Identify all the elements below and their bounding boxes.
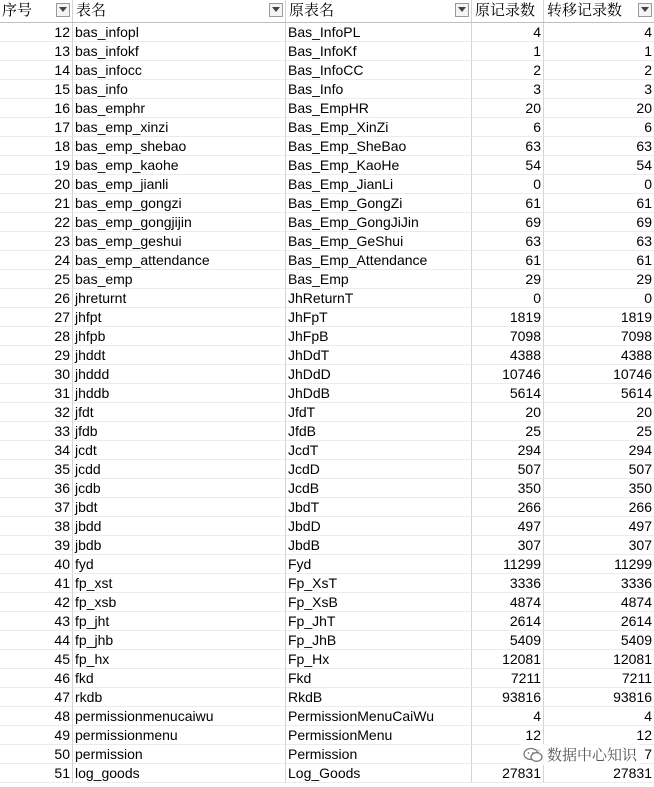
cell-source-table[interactable]: Fp_JhB — [286, 631, 472, 650]
cell-source-table[interactable]: JhDdD — [286, 365, 472, 384]
cell-source-count[interactable]: 4388 — [472, 346, 544, 365]
cell-source-count[interactable]: 3 — [472, 80, 544, 99]
table-row — [0, 270, 654, 289]
table-row — [0, 99, 654, 118]
cell-transfer-count[interactable]: 350 — [544, 479, 654, 498]
cell-source-count[interactable]: 3336 — [472, 574, 544, 593]
cell-table-name[interactable]: bas_infokf — [73, 42, 286, 61]
watermark — [520, 744, 640, 765]
cell-transfer-count[interactable]: 2614 — [544, 612, 654, 631]
table-row — [0, 422, 654, 441]
cell-table-name[interactable]: jbdd — [73, 517, 286, 536]
cell-source-table[interactable]: Bas_InfoKf — [286, 42, 472, 61]
cell-source-table[interactable]: Bas_Emp_GeShui — [286, 232, 472, 251]
cell-transfer-count[interactable]: 27831 — [544, 764, 654, 783]
cell-index[interactable]: 32 — [0, 403, 73, 422]
cell-source-count[interactable]: 69 — [472, 213, 544, 232]
table-row — [0, 574, 654, 593]
dropdown-arrow-icon — [458, 7, 466, 13]
cell-source-count[interactable]: 93816 — [472, 688, 544, 707]
cell-index[interactable]: 41 — [0, 574, 73, 593]
table-row — [0, 194, 654, 213]
cell-transfer-count[interactable]: 12 — [544, 726, 654, 745]
header-label: 原表名 — [289, 2, 335, 19]
cell-index[interactable]: 47 — [0, 688, 73, 707]
table-row — [0, 555, 654, 574]
header-cell-source-count — [472, 0, 544, 22]
cell-transfer-count[interactable]: 4874 — [544, 593, 654, 612]
cell-index[interactable]: 27 — [0, 308, 73, 327]
table-row — [0, 403, 654, 422]
cell-source-count[interactable]: 20 — [472, 403, 544, 422]
cell-transfer-count[interactable]: 4388 — [544, 346, 654, 365]
cell-table-name[interactable]: fyd — [73, 555, 286, 574]
cell-source-count[interactable]: 0 — [472, 289, 544, 308]
cell-transfer-count[interactable]: 63 — [544, 137, 654, 156]
cell-index[interactable]: 12 — [0, 23, 73, 42]
cell-source-table[interactable]: Bas_Emp_GongJiJin — [286, 213, 472, 232]
cell-transfer-count[interactable]: 1819 — [544, 308, 654, 327]
cell-table-name[interactable]: jbdt — [73, 498, 286, 517]
cell-index[interactable]: 34 — [0, 441, 73, 460]
cell-source-table[interactable]: JhDdT — [286, 346, 472, 365]
cell-index[interactable]: 26 — [0, 289, 73, 308]
table-row — [0, 688, 654, 707]
header-label: 原记录数 — [475, 2, 536, 19]
cell-source-count[interactable]: 507 — [472, 460, 544, 479]
cell-source-count[interactable]: 266 — [472, 498, 544, 517]
cell-index[interactable]: 31 — [0, 384, 73, 403]
cell-source-count[interactable]: 12 — [472, 726, 544, 745]
cell-table-name[interactable]: jcdb — [73, 479, 286, 498]
cell-source-table[interactable]: Bas_InfoCC — [286, 61, 472, 80]
cell-transfer-count[interactable]: 7211 — [544, 669, 654, 688]
cell-index[interactable]: 18 — [0, 137, 73, 156]
header-cell-table-name — [73, 0, 286, 22]
cell-source-table[interactable]: Bas_Emp_GongZi — [286, 194, 472, 213]
cell-transfer-count[interactable]: 0 — [544, 289, 654, 308]
table-row — [0, 669, 654, 688]
cell-source-count[interactable]: 5614 — [472, 384, 544, 403]
cell-table-name[interactable]: fkd — [73, 669, 286, 688]
cell-source-count[interactable]: 5409 — [472, 631, 544, 650]
cell-table-name[interactable]: jhddd — [73, 365, 286, 384]
table-row — [0, 156, 654, 175]
cell-source-table[interactable]: Permission — [286, 745, 472, 764]
cell-source-table[interactable]: JhDdB — [286, 384, 472, 403]
cell-table-name[interactable]: bas_emp_gongjijin — [73, 213, 286, 232]
cell-transfer-count[interactable]: 266 — [544, 498, 654, 517]
cell-source-count[interactable]: 497 — [472, 517, 544, 536]
filter-dropdown-button[interactable] — [56, 3, 70, 17]
cell-index[interactable]: 29 — [0, 346, 73, 365]
cell-table-name[interactable]: fp_xsb — [73, 593, 286, 612]
cell-source-table[interactable]: Fp_XsT — [286, 574, 472, 593]
cell-transfer-count[interactable]: 7 — [544, 745, 654, 764]
cell-source-count[interactable]: 61 — [472, 194, 544, 213]
table-body — [0, 23, 654, 783]
cell-transfer-count[interactable]: 5409 — [544, 631, 654, 650]
cell-transfer-count[interactable]: 6 — [544, 118, 654, 137]
cell-source-table[interactable]: JbdT — [286, 498, 472, 517]
cell-table-name[interactable]: jcdt — [73, 441, 286, 460]
cell-source-table[interactable]: PermissionMenu — [286, 726, 472, 745]
cell-source-table[interactable]: Bas_Emp_SheBao — [286, 137, 472, 156]
cell-source-count[interactable]: 4 — [472, 23, 544, 42]
table-row — [0, 384, 654, 403]
table-row — [0, 479, 654, 498]
cell-source-table[interactable]: JbdD — [286, 517, 472, 536]
cell-index[interactable]: 21 — [0, 194, 73, 213]
cell-source-table[interactable]: Bas_Emp_JianLi — [286, 175, 472, 194]
cell-index[interactable]: 23 — [0, 232, 73, 251]
cell-source-count[interactable]: 10746 — [472, 365, 544, 384]
cell-index[interactable]: 39 — [0, 536, 73, 555]
watermark-text: 数据中心知识 — [546, 747, 637, 764]
cell-table-name[interactable]: fp_xst — [73, 574, 286, 593]
cell-transfer-count[interactable]: 29 — [544, 270, 654, 289]
cell-source-count[interactable]: 4874 — [472, 593, 544, 612]
cell-table-name[interactable]: bas_infopl — [73, 23, 286, 42]
table-row — [0, 517, 654, 536]
table-row — [0, 308, 654, 327]
table-row — [0, 536, 654, 555]
cell-source-count[interactable]: 4 — [472, 707, 544, 726]
cell-transfer-count[interactable]: 7098 — [544, 327, 654, 346]
table-row — [0, 631, 654, 650]
cell-index[interactable]: 36 — [0, 479, 73, 498]
cell-table-name[interactable]: permissionmenucaiwu — [73, 707, 286, 726]
filter-dropdown-button[interactable] — [455, 3, 469, 17]
cell-table-name[interactable]: jhreturnt — [73, 289, 286, 308]
cell-source-count[interactable]: 7211 — [472, 669, 544, 688]
cell-transfer-count[interactable]: 54 — [544, 156, 654, 175]
cell-source-table[interactable]: Bas_Emp — [286, 270, 472, 289]
cell-index[interactable]: 37 — [0, 498, 73, 517]
cell-table-name[interactable]: jbdb — [73, 536, 286, 555]
table-row — [0, 650, 654, 669]
cell-table-name[interactable]: permission — [73, 745, 286, 764]
cell-transfer-count[interactable]: 0 — [544, 175, 654, 194]
cell-table-name[interactable]: bas_emp_gongzi — [73, 194, 286, 213]
cell-transfer-count[interactable]: 93816 — [544, 688, 654, 707]
cell-transfer-count[interactable]: 20 — [544, 99, 654, 118]
cell-table-name[interactable]: fp_hx — [73, 650, 286, 669]
cell-source-count[interactable]: 54 — [472, 156, 544, 175]
cell-index[interactable]: 46 — [0, 669, 73, 688]
cell-index[interactable]: 15 — [0, 80, 73, 99]
cell-transfer-count[interactable]: 4 — [544, 23, 654, 42]
cell-index[interactable]: 14 — [0, 61, 73, 80]
cell-source-table[interactable]: JfdB — [286, 422, 472, 441]
cell-transfer-count[interactable]: 11299 — [544, 555, 654, 574]
cell-source-table[interactable]: Bas_EmpHR — [286, 99, 472, 118]
cell-source-table[interactable]: Bas_Info — [286, 80, 472, 99]
cell-index[interactable]: 13 — [0, 42, 73, 61]
cell-transfer-count[interactable]: 63 — [544, 232, 654, 251]
cell-table-name[interactable]: bas_emp_xinzi — [73, 118, 286, 137]
cell-source-table[interactable]: JhFpT — [286, 308, 472, 327]
cell-index[interactable]: 17 — [0, 118, 73, 137]
table-row — [0, 346, 654, 365]
cell-source-table[interactable]: Fp_JhT — [286, 612, 472, 631]
cell-source-count[interactable]: 6 — [472, 118, 544, 137]
cell-transfer-count[interactable]: 497 — [544, 517, 654, 536]
cell-index[interactable]: 49 — [0, 726, 73, 745]
cell-source-table[interactable]: Fyd — [286, 555, 472, 574]
table-row — [0, 612, 654, 631]
cell-source-count[interactable]: 350 — [472, 479, 544, 498]
cell-index[interactable]: 40 — [0, 555, 73, 574]
cell-index[interactable]: 20 — [0, 175, 73, 194]
cell-index[interactable]: 42 — [0, 593, 73, 612]
cell-source-table[interactable]: JbdB — [286, 536, 472, 555]
table-row — [0, 80, 654, 99]
header-label: 转移记录数 — [547, 2, 623, 19]
header-label: 序号 — [2, 2, 33, 19]
table-row — [0, 175, 654, 194]
cell-table-name[interactable]: fp_jht — [73, 612, 286, 631]
cell-transfer-count[interactable]: 294 — [544, 441, 654, 460]
table-row — [0, 61, 654, 80]
cell-source-table[interactable]: Log_Goods — [286, 764, 472, 783]
cell-transfer-count[interactable]: 5614 — [544, 384, 654, 403]
cell-table-name[interactable]: bas_info — [73, 80, 286, 99]
table-row — [0, 327, 654, 346]
table-row — [0, 232, 654, 251]
cell-index[interactable]: 45 — [0, 650, 73, 669]
cell-table-name[interactable]: bas_emphr — [73, 99, 286, 118]
cell-source-count[interactable]: 7098 — [472, 327, 544, 346]
cell-index[interactable]: 28 — [0, 327, 73, 346]
cell-source-table[interactable]: JhReturnT — [286, 289, 472, 308]
cell-source-count[interactable]: 307 — [472, 536, 544, 555]
table-row — [0, 726, 654, 745]
cell-transfer-count[interactable]: 4 — [544, 707, 654, 726]
cell-transfer-count[interactable]: 25 — [544, 422, 654, 441]
filter-dropdown-button[interactable] — [269, 3, 283, 17]
cell-source-table[interactable]: Bas_Emp_Attendance — [286, 251, 472, 270]
cell-source-count[interactable]: 2 — [472, 61, 544, 80]
table-row — [0, 441, 654, 460]
cell-index[interactable]: 43 — [0, 612, 73, 631]
cell-source-count[interactable]: 12081 — [472, 650, 544, 669]
cell-source-count[interactable]: 1819 — [472, 308, 544, 327]
table-row — [0, 42, 654, 61]
cell-table-name[interactable]: fp_jhb — [73, 631, 286, 650]
cell-transfer-count[interactable]: 61 — [544, 251, 654, 270]
cell-table-name[interactable]: jfdb — [73, 422, 286, 441]
header-row — [0, 0, 654, 23]
cell-table-name[interactable]: bas_emp_geshui — [73, 232, 286, 251]
cell-source-count[interactable]: 2614 — [472, 612, 544, 631]
dropdown-arrow-icon — [641, 7, 649, 13]
cell-source-count[interactable]: 63 — [472, 232, 544, 251]
cell-index[interactable]: 25 — [0, 270, 73, 289]
cell-table-name[interactable]: bas_emp_shebao — [73, 137, 286, 156]
cell-transfer-count[interactable]: 2 — [544, 61, 654, 80]
cell-index[interactable]: 38 — [0, 517, 73, 536]
cell-source-count[interactable]: 294 — [472, 441, 544, 460]
cell-table-name[interactable]: bas_infocc — [73, 61, 286, 80]
table-row — [0, 707, 654, 726]
cell-transfer-count[interactable]: 307 — [544, 536, 654, 555]
cell-source-count[interactable]: 25 — [472, 422, 544, 441]
cell-source-count[interactable]: 11299 — [472, 555, 544, 574]
cell-index[interactable]: 33 — [0, 422, 73, 441]
cell-index[interactable]: 44 — [0, 631, 73, 650]
cell-table-name[interactable]: bas_emp_attendance — [73, 251, 286, 270]
table-row — [0, 498, 654, 517]
cell-index[interactable]: 22 — [0, 213, 73, 232]
cell-source-table[interactable]: Bas_Emp_XinZi — [286, 118, 472, 137]
cell-source-table[interactable]: Fp_XsB — [286, 593, 472, 612]
cell-transfer-count[interactable]: 1 — [544, 42, 654, 61]
cell-source-count[interactable]: 20 — [472, 99, 544, 118]
cell-transfer-count[interactable]: 12081 — [544, 650, 654, 669]
table-row — [0, 460, 654, 479]
table-row — [0, 764, 654, 783]
cell-source-table[interactable]: JcdT — [286, 441, 472, 460]
cell-table-name[interactable]: jcdd — [73, 460, 286, 479]
cell-transfer-count[interactable]: 3336 — [544, 574, 654, 593]
cell-transfer-count[interactable]: 61 — [544, 194, 654, 213]
cell-index[interactable]: 16 — [0, 99, 73, 118]
table-row — [0, 365, 654, 384]
dropdown-arrow-icon — [272, 7, 280, 13]
cell-index[interactable]: 50 — [0, 745, 73, 764]
cell-table-name[interactable]: bas_emp_jianli — [73, 175, 286, 194]
cell-source-count[interactable]: 1 — [472, 42, 544, 61]
table-row — [0, 23, 654, 42]
cell-source-table[interactable]: RkdB — [286, 688, 472, 707]
table-row — [0, 593, 654, 612]
cell-transfer-count[interactable]: 20 — [544, 403, 654, 422]
cell-table-name[interactable]: jhfpt — [73, 308, 286, 327]
header-cell-index — [0, 0, 73, 22]
cell-source-count[interactable]: 29 — [472, 270, 544, 289]
cell-table-name[interactable]: permissionmenu — [73, 726, 286, 745]
table-row — [0, 118, 654, 137]
cell-table-name[interactable]: jhddb — [73, 384, 286, 403]
cell-source-table[interactable]: Fp_Hx — [286, 650, 472, 669]
table-row — [0, 289, 654, 308]
cell-transfer-count[interactable]: 69 — [544, 213, 654, 232]
cell-table-name[interactable]: bas_emp_kaohe — [73, 156, 286, 175]
header-cell-transfer-count — [544, 0, 654, 22]
cell-source-table[interactable]: Bas_InfoPL — [286, 23, 472, 42]
cell-source-count[interactable]: 0 — [472, 175, 544, 194]
table-row — [0, 213, 654, 232]
cell-index[interactable]: 51 — [0, 764, 73, 783]
cell-table-name[interactable]: log_goods — [73, 764, 286, 783]
cell-table-name[interactable]: jfdt — [73, 403, 286, 422]
cell-source-table[interactable]: Bas_Emp_KaoHe — [286, 156, 472, 175]
cell-source-count[interactable]: 63 — [472, 137, 544, 156]
filter-dropdown-button[interactable] — [638, 3, 652, 17]
cell-source-table[interactable]: PermissionMenuCaiWu — [286, 707, 472, 726]
cell-source-count[interactable]: 61 — [472, 251, 544, 270]
wechat-icon — [523, 747, 543, 763]
cell-index[interactable]: 48 — [0, 707, 73, 726]
cell-source-table[interactable]: JcdD — [286, 460, 472, 479]
cell-table-name[interactable]: bas_emp — [73, 270, 286, 289]
cell-source-table[interactable]: JfdT — [286, 403, 472, 422]
header-cell-source-table — [286, 0, 472, 22]
cell-index[interactable]: 19 — [0, 156, 73, 175]
cell-transfer-count[interactable]: 507 — [544, 460, 654, 479]
cell-transfer-count[interactable]: 10746 — [544, 365, 654, 384]
cell-source-table[interactable]: Fkd — [286, 669, 472, 688]
table-row — [0, 137, 654, 156]
cell-source-table[interactable]: JhFpB — [286, 327, 472, 346]
cell-transfer-count[interactable]: 3 — [544, 80, 654, 99]
cell-table-name[interactable]: jhddt — [73, 346, 286, 365]
cell-table-name[interactable]: jhfpb — [73, 327, 286, 346]
cell-index[interactable]: 24 — [0, 251, 73, 270]
cell-index[interactable]: 30 — [0, 365, 73, 384]
dropdown-arrow-icon — [59, 7, 67, 13]
table-row — [0, 251, 654, 270]
header-label: 表名 — [76, 2, 107, 19]
cell-source-count[interactable]: 27831 — [472, 764, 544, 783]
cell-source-table[interactable]: JcdB — [286, 479, 472, 498]
cell-table-name[interactable]: rkdb — [73, 688, 286, 707]
cell-index[interactable]: 35 — [0, 460, 73, 479]
